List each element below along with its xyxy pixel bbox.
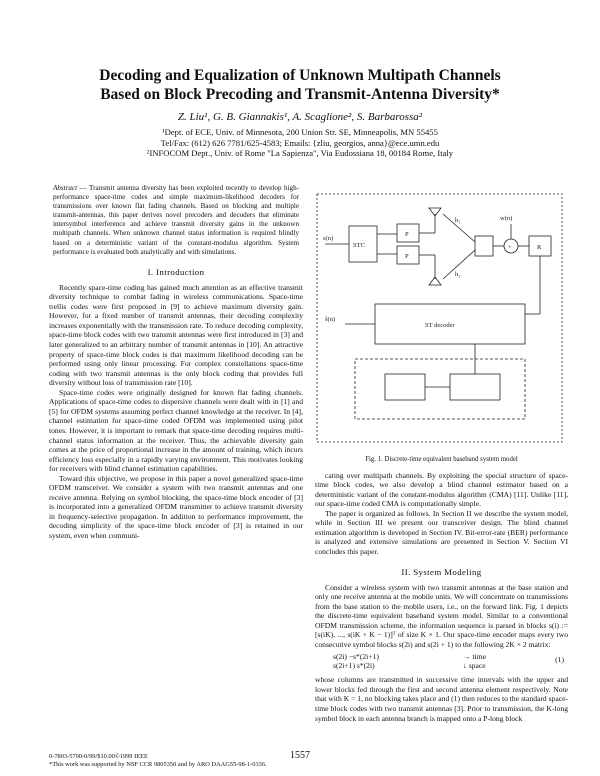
affiliation-line-2: Tel/Fax: (612) 626 7781/625-4583; Emails: {zliu, georgios, anna}@ece.umn.edu (160, 137, 440, 148)
equation-1 (315, 652, 568, 672)
affiliation-line-1: ¹Dept. of ECE, Univ. of Minnesota, 200 Union Str. SE, Minneapolis, MN 55455 (162, 127, 438, 137)
author-list: Z. Liu¹, G. B. Giannakis¹, A. Scaglione², S. Barbarossa² (177, 111, 423, 123)
model-paragraph: Consider a wireless system with two transmit antennas at the base station and only one receive antenna at the mobile units. We will concentrate on transmissions from the base station to the mobile users, i.e., on the forward link. Fig. 1 depicts the discrete-time equivalent baseband system model. Similar to a conventional OFDM transmission scheme, the information sequence is parsed in blocks s(i) := [s(iK), ..., s(iK + K − 1)]ᵀ of size K × 1. Our space-time encoder maps every two consecutive symbol blocks s(2i) and s(2i + 1) to the following 2K × 2 matrix: (315, 582, 568, 649)
affiliations (60, 127, 540, 159)
affiliation-line-3: ²INFOCOM Dept., Univ. of Rome "La Sapienza", Via Eudossiana 18, 00184 Rome, Italy (146, 148, 454, 159)
system-block-diagram (315, 184, 568, 454)
intro-paragraph-1: Recently space-time coding has gained much attention as an effective transmit diversity technique to combat fading in wireless communications. Space-time trellis codes were first proposed in [9] to achieve maximum diversity gain. However, for a fixed number of transmit antennas, their decoding complexity increases exponentially with the transmission rate. To reduce decoding complexity, space-time block codes with two transmit antennas were first introduced in [3] and later generalized to an arbitrary number of transmit antennas in [10]. An attractive property of space-time block codes is that maximum likelihood decoding can be performed using only linear processing. For complex constellations space-time coding with two transmit antennas is the only block coding that provides full diversity without loss of transmission rate [10]. (49, 282, 303, 388)
after-equation-paragraph: whose columns are transmitted in successive time intervals with the upper and lower blocks fed through the first and second antenna element respectively. Note that with K = 1, no blocking takes place and (1) then reduces to the standard space-time block codes with two transmit antennas [3]. Prior to transmission, the K-long symbol block in each antenna branch is mapped onto a P-long block (315, 675, 568, 723)
abstract (53, 184, 299, 257)
intro-paragraph-3: Toward this objective, we propose in this paper a novel generalized space-time OFDM transceiver. We consider a system with two transmit antennas and one receive antenna. Relying on symbol blocking, the space-time block encoder of [3] is incorporated into a generalized OFDM transmitter to achieve transmit diversity in frequency-selective propagation. In addition to performance improvement, the decoding simplicity of the space-time block encoder of [3] is retained in our system, even when communi- (49, 473, 303, 540)
equation-time-label: → time (463, 652, 486, 662)
title-line-1: Decoding and Equalization of Unknown Multipath Channels (99, 67, 501, 84)
equation-space-label: ↓ space (463, 661, 486, 671)
equation-axis-labels (463, 652, 486, 670)
label-adder: + (508, 244, 512, 251)
block-diagram-svg (315, 184, 568, 454)
cma-block (385, 374, 425, 400)
footer-copyright: 0-7803-5700-0/99/$10.00©1999 IEEE (49, 753, 148, 760)
label-channel-2: h₂ (455, 271, 461, 278)
footer-funding-note: *This work was supported by NSF CCR 9805350 and by ARO DAAG55-98-1-0336. (49, 760, 267, 768)
page-number: 1557 (290, 750, 310, 761)
left-column (49, 184, 303, 541)
equation-row-1: s(2i) −s*(2i+1) (333, 652, 379, 662)
label-precoder-2: P (405, 253, 409, 260)
estimator-region (355, 359, 525, 419)
abstract-text: — Transmit antenna diversity has been exploited recently to develop high-performance space-time codes and simple maximum-likelihood decoders for transmissions over known flat fading channels. Based on blocking and multiple transmit-antennas, this paper derives novel precoders and decoders that eliminate intersymbol interference and achieve transmit diversity gains in the unknown multipath channels. When unknown channel status information is required blindly based on a deterministic variant of the constant-modulus algorithm. System performance is evaluated both analytically and with simulations. (53, 184, 299, 256)
label-precoder-1: P (405, 231, 409, 238)
label-output-signal: ŝ(n) (325, 316, 336, 323)
equalizer-block (450, 374, 500, 400)
abstract-label: Abstract (53, 184, 78, 192)
label-channel-1: h₁ (455, 217, 461, 224)
label-st-decoder: ST decoder (425, 322, 455, 329)
right-column (315, 184, 568, 723)
equation-row-2: s(2i+1) s*(2i) (333, 661, 375, 671)
right-paragraph-1: cating over multipath channels. By exploiting the special structure of space-time block codes, we also develop a blind channel estimator based on a deterministic variant of the constant-modulus algorithm (CMA) [11]. Unlike [11], our space-time coded CMA is computationally simple. (315, 470, 568, 509)
title-line-2: Based on Block Precoding and Transmit-Antenna Diversity* (100, 86, 500, 103)
intro-heading: I. Introduction (147, 266, 205, 277)
right-paragraph-2: The paper is organized as follows. In Section II we describe the system model, while in Section III we present our transceiver design. The blind channel estimation algorithm is developed in Section IV. Bit-error-rate (BER) performance is analyzed and extensive simulations are presented in Section V. Section VI concludes this paper. (315, 508, 568, 556)
equation-number: (1) (555, 655, 564, 665)
label-receiver: R (537, 244, 542, 251)
page-footer (49, 753, 267, 768)
channel-block (475, 236, 493, 256)
intro-paragraph-2: Space-time codes were originally designed for known flat fading channels. Applications of space-time codes to dispersive channels were dealt with in [1] and [5] for OFDM systems assuming perfect channel knowledge at the receiver. In [4], channel estimation for space-time coded OFDM was implemented using pilot tones. However, it is important to remark that space-time decoding requires multi-channel status information at the receiver. Thus, the achievable diversity gain comes at the price of proportional increase in the amount of training, which incurs efficiency loss especially in a rapidly varying environment. This motivates looking for receivers with blind channel estimation capabilities. (49, 387, 303, 474)
paper-title (30, 66, 570, 104)
figure-caption: Fig. 1. Discrete-time equivalent baseband system model (365, 456, 518, 463)
label-stc: STC (353, 242, 365, 249)
equation-matrix (333, 652, 379, 670)
model-heading: II. System Modeling (401, 566, 482, 577)
label-input-signal: s(n) (323, 235, 334, 242)
label-noise: w(n) (500, 215, 513, 222)
